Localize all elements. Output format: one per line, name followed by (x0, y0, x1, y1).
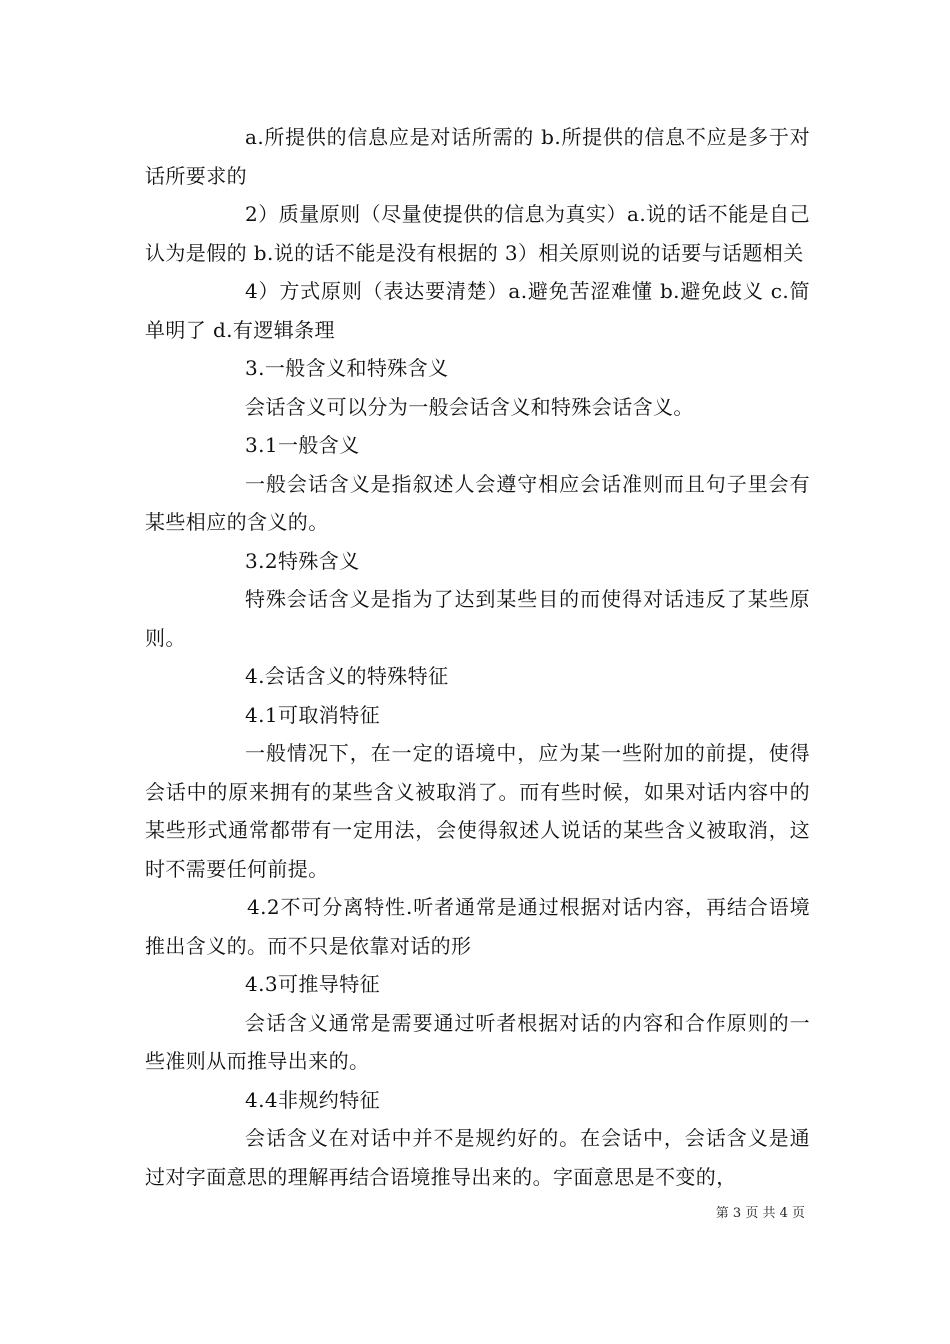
paragraph-non-conventionality: 会话含义在对话中并不是规约好的。在会话中，会话含义是通过对字面意思的理解再结合语境推导出来的。字面意思是不变的， (145, 1126, 810, 1189)
heading-section-4-1: 4.1可取消特征 (245, 702, 381, 727)
paragraph-cancellability: 一般情况下，在一定的语境中，应为某一些附加的前提，使得会话中的原来拥有的某些含义被取消了。而有些时候，如果对话内容中的某些形式通常都带有一定用法，会使得叙述人说话的某些含义被取消，这时不需要任何前提。 (145, 741, 810, 881)
paragraph-non-detachability: 4.2不可分离特性.听者通常是通过根据对话内容，再结合语境推出含义的。而不只是依靠对话的形 (145, 895, 810, 958)
paragraph-generalized-implicature: 一般会话含义是指叙述人会遵守相应会话准则而且句子里会有某些相应的含义的。 (145, 471, 810, 534)
heading-section-4-4: 4.4非规约特征 (245, 1087, 381, 1112)
paragraph-manner-maxim: 4）方式原则（表达要清楚）a.避免苦涩难懂 b.避免歧义 c.简单明了 d.有逻辑条理 (145, 279, 810, 342)
heading-section-4: 4.会话含义的特殊特征 (245, 664, 449, 688)
paragraph-particularized-implicature: 特殊会话含义是指为了达到某些目的而使得对话违反了某些原则。 (145, 587, 810, 650)
page-number-footer: 第 3 页 共 4 页 (715, 1206, 805, 1221)
heading-section-3-1: 3.1一般含义 (245, 433, 360, 457)
paragraph-quality-maxim: 2）质量原则（尽量使提供的信息为真实）a.说的话不能是自己认为是假的 b.说的话不能是没有根据的 3）相关原则说的话要与话题相关 (145, 202, 810, 265)
heading-section-3: 3.一般含义和特殊含义 (245, 356, 449, 380)
heading-section-4-3: 4.3可推导特征 (245, 972, 381, 996)
paragraph-calculability: 会话含义通常是需要通过听者根据对话的内容和合作原则的一些准则从而推导出来的。 (145, 1010, 810, 1073)
paragraph-implicature-types: 会话含义可以分为一般会话含义和特殊会话含义。 (245, 394, 694, 419)
document-body (145, 118, 810, 1196)
paragraph-quantity-rules: a.所提供的信息应是对话所需的 b.所提供的信息不应是多于对话所要求的 (145, 125, 810, 188)
heading-section-3-2: 3.2特殊含义 (245, 548, 360, 573)
